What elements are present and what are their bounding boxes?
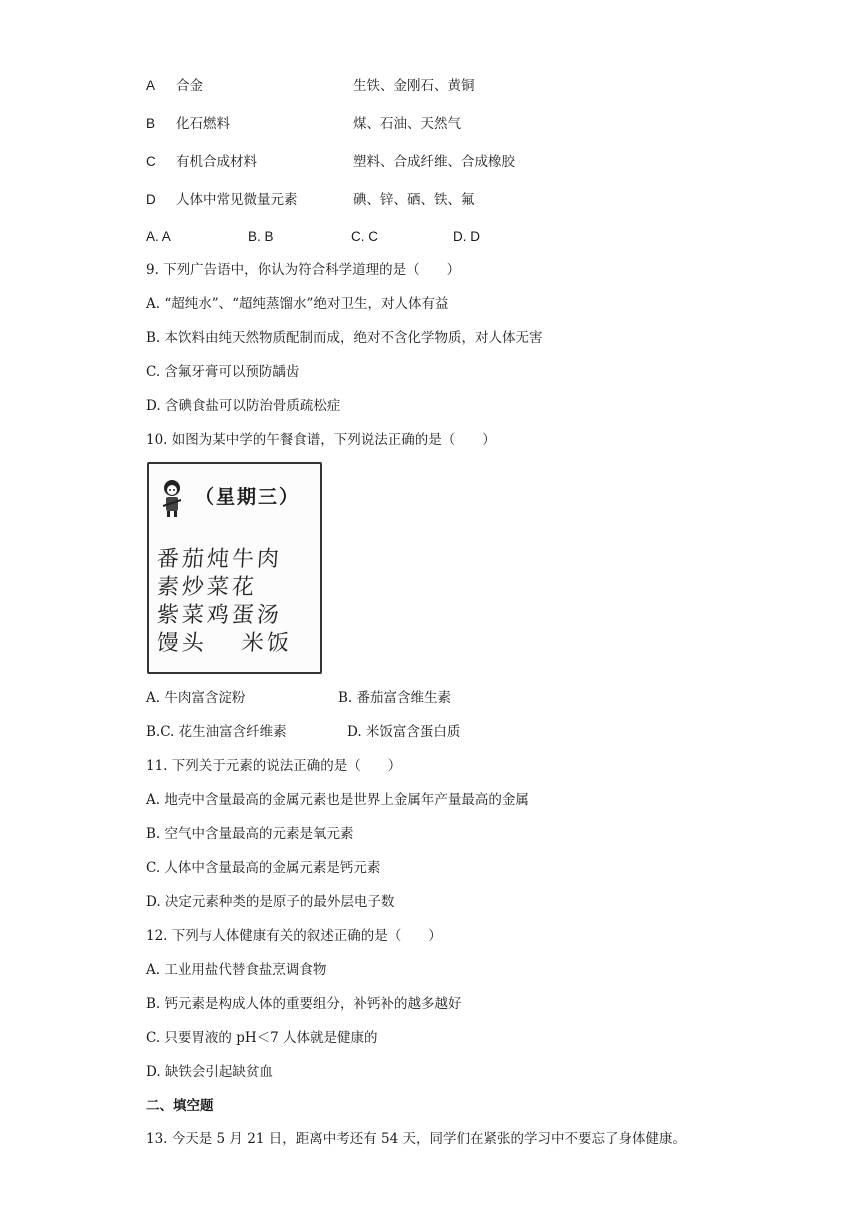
row-category: 有机合成材料 — [176, 154, 257, 170]
option-b[interactable]: B. 本饮料由纯天然物质配制而成，绝对不含化学物质，对人体无害 — [146, 330, 543, 346]
menu-item: 馒头 米饭 — [155, 631, 293, 656]
lunch-menu-image — [147, 462, 322, 674]
option-c[interactable]: C. 只要胃液的 pH＜7 人体就是健康的 — [146, 1030, 378, 1046]
row-category: 合金 — [176, 78, 203, 94]
student-figure-icon — [159, 478, 185, 518]
option-c[interactable]: B.C. 花生油富含纤维素 — [146, 724, 287, 740]
section-heading: 二、填空题 — [146, 1098, 214, 1114]
choice-a[interactable]: A. A — [146, 229, 171, 244]
row-category: 人体中常见微量元素 — [176, 192, 298, 208]
choice-c[interactable]: C. C — [351, 229, 378, 244]
option-d[interactable]: D. 决定元素种类的是原子的最外层电子数 — [146, 894, 395, 910]
row-letter: B — [146, 116, 156, 131]
question-stem: 9. 下列广告语中，你认为符合科学道理的是（ ） — [146, 262, 461, 278]
question-stem: 11. 下列关于元素的说法正确的是（ ） — [146, 758, 402, 774]
row-examples: 煤、石油、天然气 — [353, 116, 461, 132]
option-d[interactable]: D. 米饭富含蛋白质 — [347, 724, 461, 740]
option-c[interactable]: C. 含氟牙膏可以预防龋齿 — [146, 364, 300, 380]
row-letter: A — [146, 78, 156, 93]
question-13-stem: 13. 今天是 5 月 21 日，距离中考还有 54 天，同学们在紧张的学习中不要忘了身体健康。 — [146, 1131, 686, 1147]
row-examples: 碘、锌、硒、铁、氟 — [353, 192, 475, 208]
question-stem: 10. 如图为某中学的午餐食谱，下列说法正确的是（ ） — [146, 432, 496, 448]
option-a[interactable]: A. 牛肉富含淀粉 — [146, 690, 246, 706]
option-a[interactable]: A. 地壳中含量最高的金属元素也是世界上金属年产量最高的金属 — [146, 792, 529, 808]
option-d[interactable]: D. 含碘食盐可以防治骨质疏松症 — [146, 398, 341, 414]
choice-b[interactable]: B. B — [248, 229, 274, 244]
option-b[interactable]: B. 空气中含量最高的元素是氧元素 — [146, 826, 354, 842]
row-letter: D — [146, 192, 156, 207]
row-examples: 塑料、合成纤维、合成橡胶 — [353, 154, 515, 170]
menu-item: 紫菜鸡蛋汤 — [155, 603, 283, 628]
option-d[interactable]: D. 缺铁会引起缺贫血 — [146, 1064, 273, 1080]
option-b[interactable]: B. 番茄富含维生素 — [338, 690, 452, 706]
choice-d[interactable]: D. D — [453, 229, 480, 244]
menu-item: 素炒菜花 — [155, 575, 258, 600]
option-a[interactable]: A. “超纯水”、“超纯蒸馏水”绝对卫生，对人体有益 — [146, 296, 449, 312]
row-category: 化石燃料 — [176, 116, 230, 132]
menu-header: （星期三） — [195, 486, 301, 508]
question-stem: 12. 下列与人体健康有关的叙述正确的是（ ） — [146, 928, 442, 944]
option-c[interactable]: C. 人体中含量最高的金属元素是钙元素 — [146, 860, 381, 876]
option-a[interactable]: A. 工业用盐代替食盐烹调食物 — [146, 962, 327, 978]
row-letter: C — [146, 154, 156, 169]
menu-item: 番茄炖牛肉 — [155, 547, 283, 572]
option-b[interactable]: B. 钙元素是构成人体的重要组分，补钙补的越多越好 — [146, 996, 462, 1012]
row-examples: 生铁、金刚石、黄铜 — [353, 78, 475, 94]
